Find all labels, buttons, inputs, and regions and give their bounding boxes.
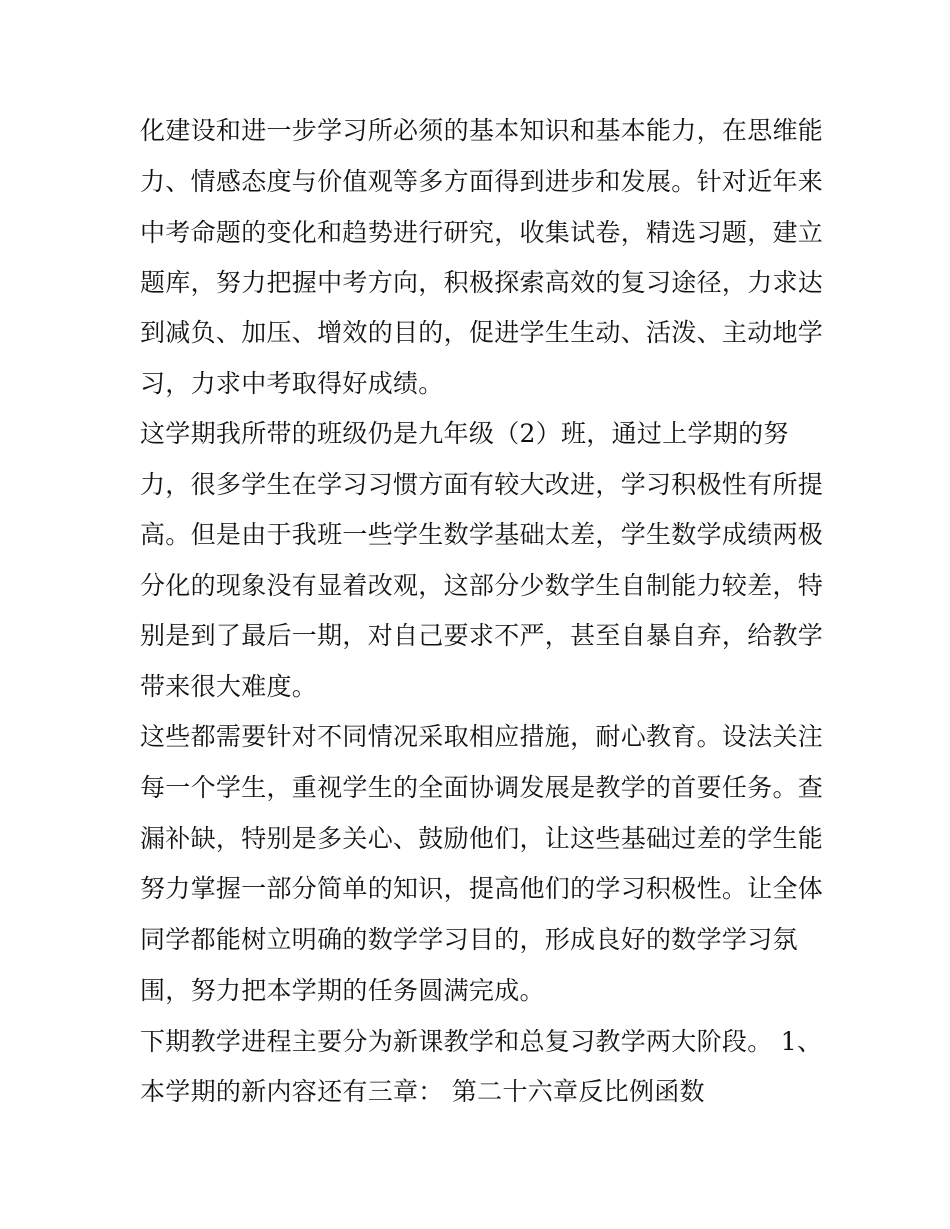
text-line: 中考命题的变化和趋势进行研究，收集试卷，精选习题，建立	[140, 218, 824, 247]
text-line: 习，力求中考取得好成绩。	[140, 369, 444, 398]
text-line: 高。但是由于我班一些学生数学基础太差，学生数学成绩两极	[140, 520, 824, 549]
text-line: 带来很大难度。	[140, 672, 318, 701]
text-line: 题库，努力把握中考方向，积极探索高效的复习途径，力求达	[140, 268, 824, 297]
text-line: 同学都能树立明确的数学学习目的，形成良好的数学学习氛	[140, 925, 798, 954]
text-line: 力、情感态度与价值观等多方面得到进步和发展。针对近年来	[140, 167, 824, 196]
text-line: 围，努力把本学期的任务圆满完成。	[140, 976, 545, 1005]
text-line: 努力掌握一部分简单的知识，提高他们的学习积极性。让全体	[140, 874, 824, 903]
text-line: 到减负、加压、增效的目的，促进学生生动、活泼、主动地学	[140, 318, 824, 347]
text-line: 这学期我所带的班级仍是九年级（2）班，通过上学期的努	[140, 419, 789, 448]
text-line: 漏补缺，特别是多关心、鼓励他们，让这些基础过差的学生能	[140, 824, 824, 853]
text-line: 这些都需要针对不同情况采取相应措施，耐心教育。设法关注	[140, 722, 824, 751]
text-line: 分化的现象没有显着改观，这部分少数学生自制能力较差，特	[140, 571, 824, 600]
text-line: 力，很多学生在学习习惯方面有较大改进，学习积极性有所提	[140, 470, 824, 499]
text-line: 别是到了最后一期，对自己要求不严，甚至自暴自弃，给教学	[140, 621, 824, 650]
text-line: 下期教学进程主要分为新课教学和总复习教学两大阶段。 1、	[140, 1027, 823, 1056]
text-line: 本学期的新内容还有三章： 第二十六章反比例函数	[140, 1077, 705, 1106]
text-line: 化建设和进一步学习所必须的基本知识和基本能力，在思维能	[140, 116, 824, 145]
text-line: 每一个学生，重视学生的全面协调发展是教学的首要任务。查	[140, 773, 824, 802]
